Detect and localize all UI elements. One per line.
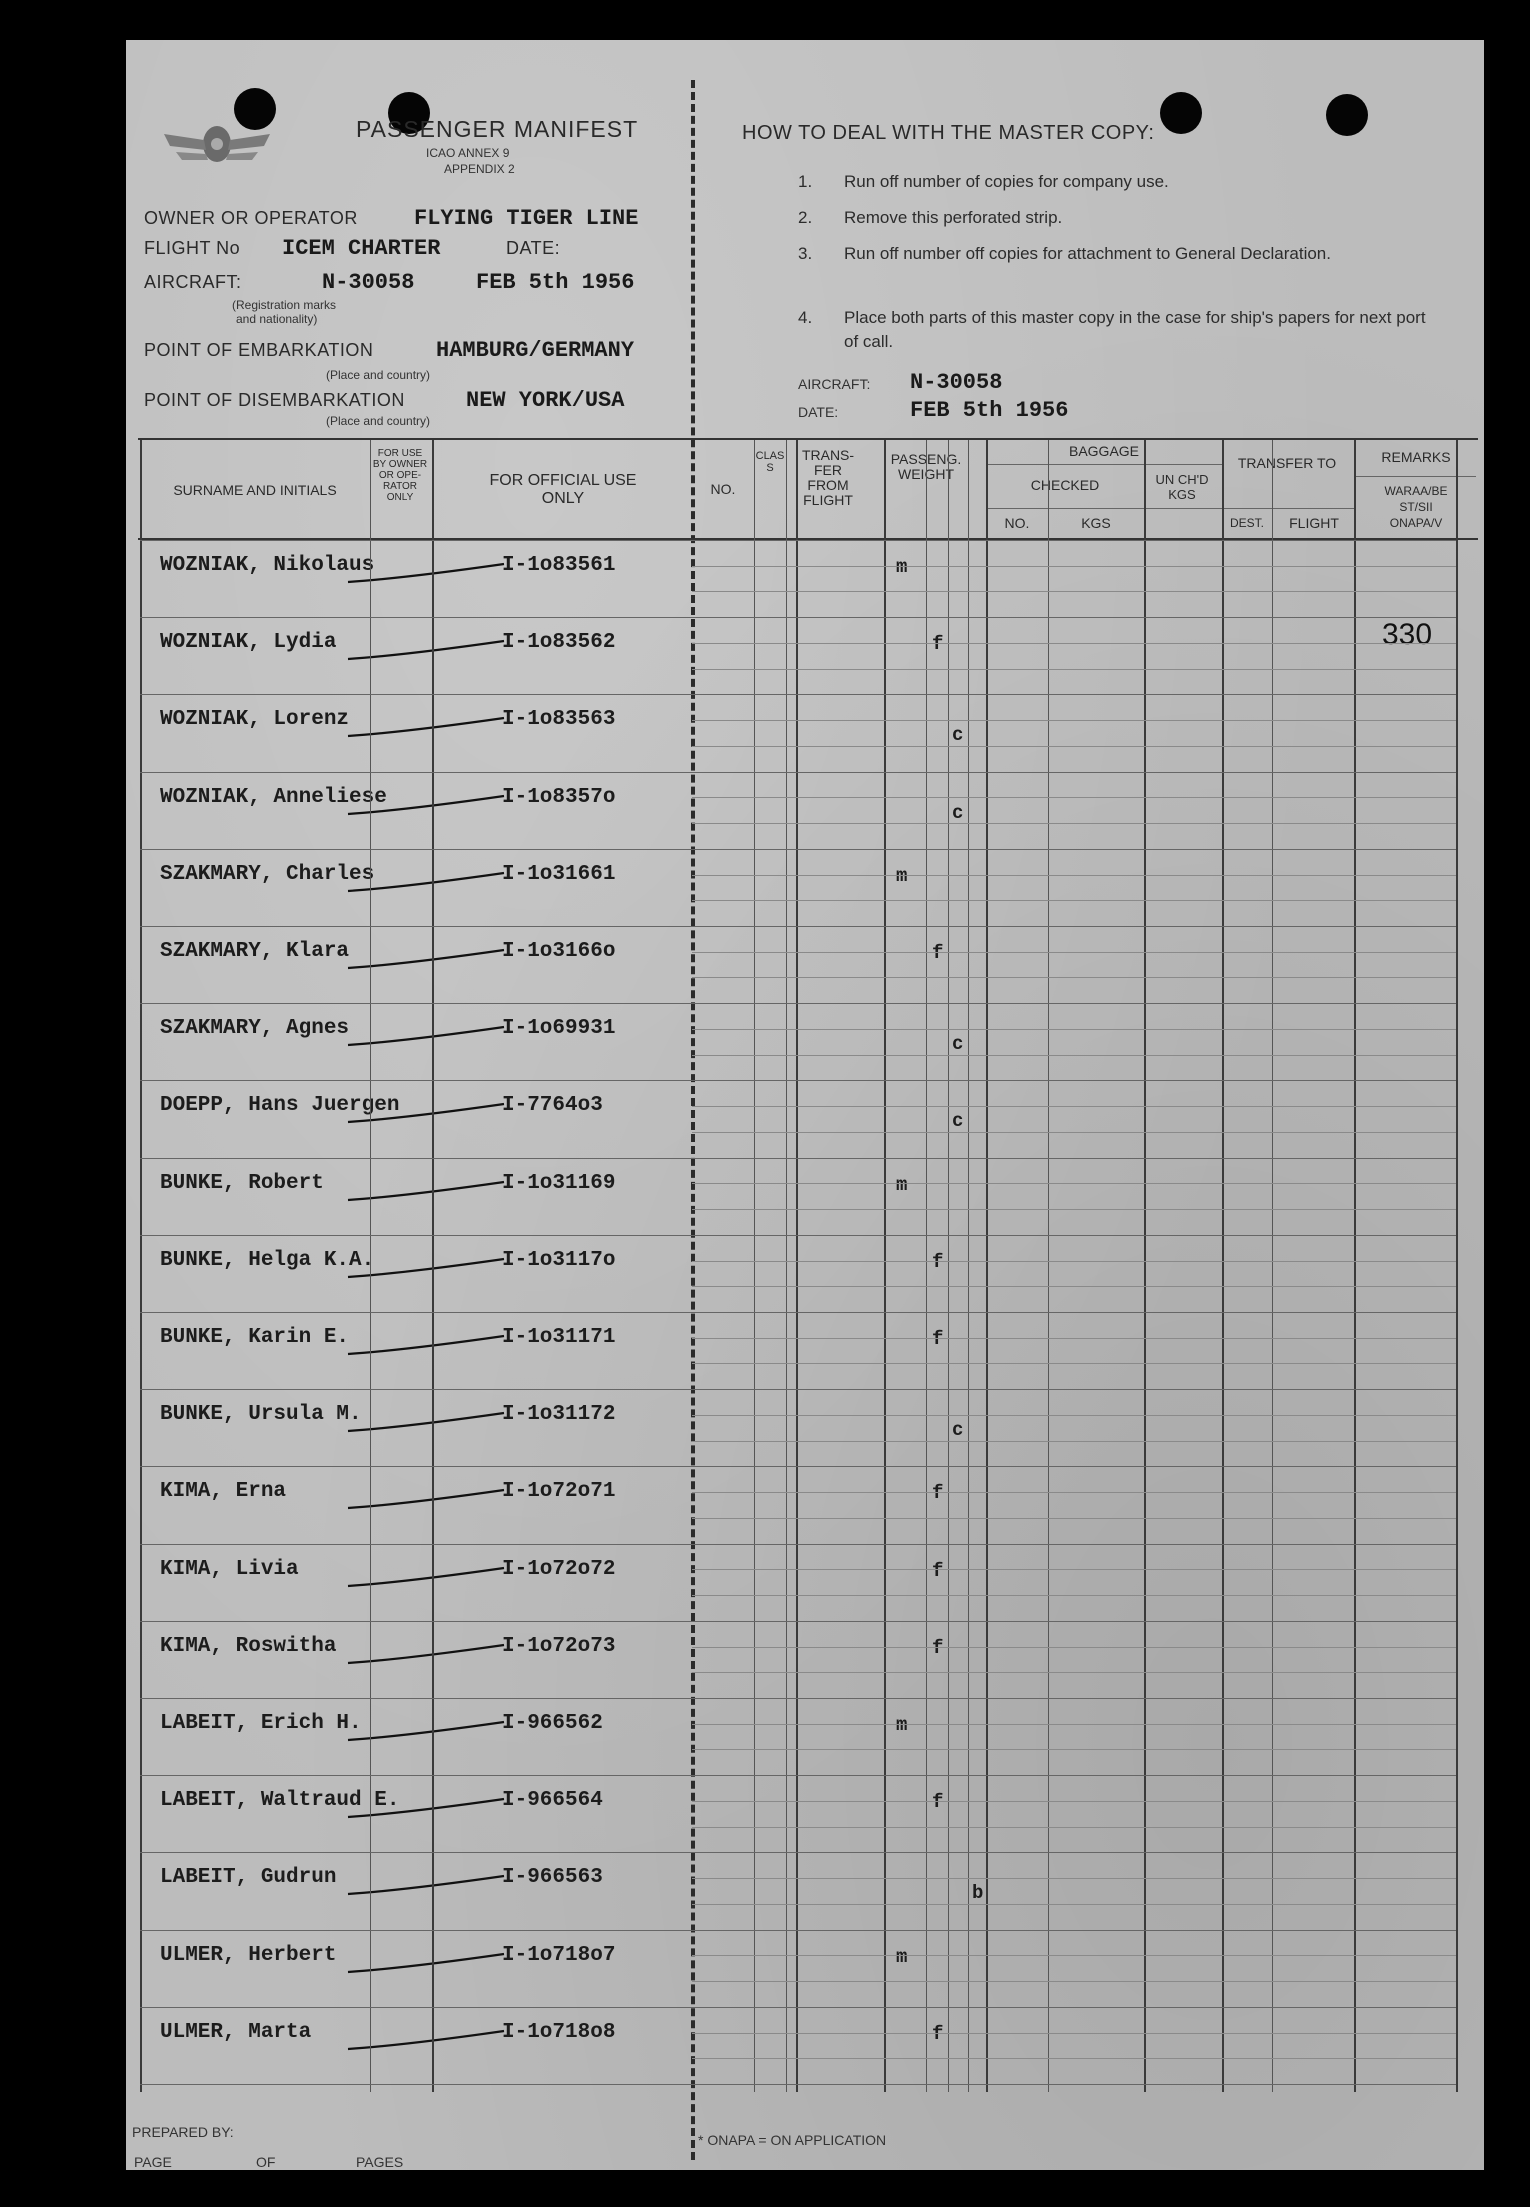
master-aircraft-value: N-30058 — [910, 370, 1003, 395]
passenger-sex-mark: b — [972, 1882, 984, 1905]
instruction-2 — [798, 206, 1444, 230]
row-subrule — [692, 1878, 1456, 1879]
col-remarks-sub: ONAPA/V — [1389, 516, 1443, 530]
col-remarks: REMARKS — [1381, 449, 1451, 465]
row-subrule — [692, 669, 1456, 670]
passenger-sex-mark: c — [952, 801, 964, 824]
row-subrule — [692, 1724, 1456, 1725]
of-label: OF — [256, 2154, 276, 2170]
passenger-sex-mark: m — [896, 864, 908, 887]
table-row — [126, 1852, 1484, 1929]
instruction-text: Remove this perforated strip. — [844, 208, 1063, 227]
master-date-label: DATE: — [798, 404, 839, 420]
master-date-value: FEB 5th 1956 — [910, 398, 1069, 423]
baggage-rule — [986, 464, 1222, 465]
row-subrule — [692, 1209, 1456, 1210]
passenger-sex-mark: f — [932, 1636, 944, 1659]
passenger-number: I-1o72o73 — [502, 1634, 616, 1658]
col-unchecked: UN CH'D KGS — [1155, 472, 1209, 502]
row-subrule — [692, 2058, 1456, 2059]
row-rule — [140, 1389, 1456, 1390]
row-rule — [140, 540, 1456, 541]
passenger-sex-mark: f — [932, 1250, 944, 1273]
row-subrule — [692, 720, 1456, 721]
passenger-name: LABEIT, Erich H. — [160, 1712, 362, 1735]
passenger-name: SZAKMARY, Charles — [160, 862, 375, 886]
passenger-sex-mark: c — [952, 724, 964, 747]
passenger-sex-mark: c — [952, 1033, 964, 1056]
column-rule — [968, 440, 969, 2092]
col-remarks-sub: ST/SII — [1399, 500, 1433, 514]
row-subrule — [692, 1904, 1456, 1905]
row-subrule — [692, 746, 1456, 747]
passenger-name: KIMA, Livia — [160, 1557, 299, 1581]
row-rule — [140, 1852, 1456, 1853]
passenger-name: WOZNIAK, Nikolaus — [160, 554, 375, 577]
row-subrule — [692, 1055, 1456, 1056]
row-rule — [140, 1775, 1456, 1776]
column-rule — [884, 440, 886, 2092]
remarks-rule — [1356, 476, 1476, 477]
row-rule — [140, 2084, 1456, 2085]
column-rule — [432, 440, 434, 2092]
col-class: CLASS — [755, 450, 785, 474]
row-subrule — [692, 875, 1456, 876]
passenger-name: BUNKE, Robert — [160, 1171, 324, 1195]
instruction-number: 4. — [798, 308, 813, 327]
col-dest: DEST. — [1229, 516, 1264, 530]
instruction-text: Run off number off copies for attachment to General Declaration. — [844, 244, 1331, 263]
row-subrule — [692, 1647, 1456, 1648]
row-rule — [140, 1235, 1456, 1236]
passenger-number: I-966562 — [502, 1712, 603, 1735]
row-subrule — [692, 952, 1456, 953]
column-rule — [1048, 440, 1049, 2092]
row-subrule — [692, 1106, 1456, 1107]
table-row — [126, 926, 1484, 1003]
table-row — [126, 1698, 1484, 1775]
passenger-name: BUNKE, Karin E. — [160, 1326, 350, 1349]
disembarkation-label: POINT OF DISEMBARKATION — [144, 390, 405, 410]
passenger-name: WOZNIAK, Anneliese — [160, 785, 387, 809]
instruction-3 — [798, 242, 1444, 266]
passenger-number: I-1o83562 — [502, 631, 616, 655]
column-rule — [948, 440, 949, 2092]
row-subrule — [692, 1286, 1456, 1287]
passenger-name: LABEIT, Waltraud E. — [160, 1789, 400, 1813]
passenger-number: I-1o31171 — [502, 1326, 616, 1349]
instruction-number: 1. — [798, 172, 813, 191]
passenger-sex-mark: f — [932, 2022, 944, 2045]
row-rule — [140, 1158, 1456, 1159]
passenger-number: I-1o8357o — [502, 785, 616, 809]
table-row — [126, 1544, 1484, 1621]
row-subrule — [692, 2033, 1456, 2034]
column-rule — [370, 440, 371, 2092]
flight-label: FLIGHT No — [144, 238, 241, 258]
passenger-sex-mark: f — [932, 1328, 944, 1350]
table-top-rule — [138, 438, 1478, 440]
col-remarks-sub: WARAA/BE — [1384, 484, 1448, 498]
annex-label: ICAO ANNEX 9 — [426, 146, 510, 160]
passenger-sex-mark: f — [932, 1482, 944, 1505]
embarkation-value: HAMBURG/GERMANY — [436, 338, 635, 363]
passenger-sex-mark: f — [932, 1791, 944, 1814]
row-rule — [140, 1080, 1456, 1081]
table-row — [126, 1003, 1484, 1080]
col-checked: CHECKED — [1030, 477, 1100, 493]
table-row — [126, 1080, 1484, 1157]
row-subrule — [692, 1955, 1456, 1956]
table-row — [126, 1930, 1484, 2007]
table-row — [126, 694, 1484, 771]
table-row — [126, 772, 1484, 849]
passenger-number: I-1o3117o — [502, 1248, 616, 1272]
passenger-sex-mark: m — [896, 1945, 908, 1968]
row-subrule — [692, 1518, 1456, 1519]
table-row — [126, 1466, 1484, 1543]
row-subrule — [692, 1183, 1456, 1184]
passenger-name: DOEPP, Hans Juergen — [160, 1094, 400, 1118]
date-value: FEB 5th 1956 — [476, 270, 635, 295]
passenger-name: WOZNIAK, Lydia — [160, 631, 337, 655]
row-subrule — [692, 1595, 1456, 1596]
row-subrule — [692, 1492, 1456, 1493]
passenger-number: I-1o83561 — [502, 554, 616, 577]
registration-note: (Registration marks — [232, 298, 337, 312]
row-subrule — [692, 1981, 1456, 1982]
col-bag-no: NO. — [1004, 515, 1030, 531]
passenger-number: I-1o3166o — [502, 940, 616, 963]
transfer-rule — [1222, 508, 1354, 509]
row-rule — [140, 1003, 1456, 1004]
row-rule — [140, 1466, 1456, 1467]
column-rule — [926, 440, 927, 2092]
passenger-number: I-1o83563 — [502, 708, 616, 732]
table-row — [126, 1389, 1484, 1466]
owner-label: OWNER OR OPERATOR — [144, 208, 358, 228]
row-rule — [140, 1698, 1456, 1699]
punch-hole — [1160, 92, 1202, 134]
row-subrule — [692, 1363, 1456, 1364]
row-subrule — [692, 566, 1456, 567]
owner-value: FLYING TIGER LINE — [414, 206, 639, 231]
row-rule — [140, 849, 1456, 850]
row-subrule — [692, 1441, 1456, 1442]
passenger-name: ULMER, Herbert — [160, 1943, 337, 1967]
passenger-name: KIMA, Erna — [160, 1480, 287, 1504]
passenger-name: SZAKMARY, Agnes — [160, 1017, 350, 1041]
col-bag-kgs: KGS — [1081, 515, 1111, 531]
table-row — [126, 1235, 1484, 1312]
passenger-number: I-1o31172 — [502, 1403, 616, 1427]
passenger-name: SZAKMARY, Klara — [160, 940, 350, 963]
passenger-name: ULMER, Marta — [160, 2020, 312, 2044]
col-owner-use: FOR USE BY OWNER OR OPE- RATOR ONLY — [372, 448, 428, 503]
passenger-sex-mark: m — [896, 1714, 908, 1736]
column-rule — [1272, 440, 1273, 2092]
row-rule — [140, 1544, 1456, 1545]
aircraft-label: AIRCRAFT: — [144, 272, 242, 292]
passenger-number: I-966563 — [502, 1866, 603, 1890]
row-subrule — [692, 977, 1456, 978]
column-rule — [140, 440, 142, 2092]
row-rule — [140, 1621, 1456, 1622]
table-row — [126, 2007, 1484, 2084]
row-subrule — [692, 797, 1456, 798]
passenger-number: I-1o72o72 — [502, 1557, 616, 1581]
passenger-name: BUNKE, Ursula M. — [160, 1403, 362, 1427]
embarkation-label: POINT OF EMBARKATION — [144, 340, 374, 360]
instruction-text: Place both parts of this master copy in the case for ship's papers for next port of call. — [844, 308, 1426, 351]
appendix-label: APPENDIX 2 — [444, 162, 515, 176]
column-rule — [1222, 440, 1224, 2092]
stamp-number: 330 — [1382, 618, 1433, 651]
passenger-sex-mark: m — [896, 556, 908, 578]
embarkation-note: (Place and country) — [326, 368, 431, 382]
table-row — [126, 1621, 1484, 1698]
col-transfer-from: TRANS- FER FROM FLIGHT — [801, 447, 855, 508]
passenger-sex-mark: c — [952, 1110, 964, 1133]
row-subrule — [692, 1338, 1456, 1339]
passenger-name: WOZNIAK, Lorenz — [160, 708, 350, 732]
passenger-number: I-1o718o8 — [502, 2020, 616, 2044]
row-subrule — [692, 1672, 1456, 1673]
passenger-number: I-7764o3 — [502, 1094, 603, 1118]
passenger-number: I-1o72o71 — [502, 1480, 616, 1504]
table-row — [126, 1312, 1484, 1389]
aircraft-value: N-30058 — [322, 270, 415, 295]
column-rule — [986, 440, 988, 2092]
column-rule — [754, 440, 755, 2092]
onapa-note: * ONAPA = ON APPLICATION — [698, 2132, 887, 2148]
eagle-logo-icon — [162, 116, 272, 174]
instruction-1 — [798, 170, 1444, 194]
passenger-sex-mark: f — [932, 633, 944, 656]
master-copy-title: HOW TO DEAL WITH THE MASTER COPY: — [742, 122, 1155, 144]
col-transfer-to: TRANSFER TO — [1237, 455, 1337, 471]
passenger-number: I-1o31661 — [502, 862, 616, 886]
row-rule — [140, 694, 1456, 695]
row-rule — [140, 617, 1456, 618]
row-rule — [140, 1930, 1456, 1931]
table-row — [126, 1158, 1484, 1235]
row-rule — [140, 926, 1456, 927]
passenger-name: BUNKE, Helga K.A. — [160, 1248, 375, 1272]
passenger-number: I-1o718o7 — [502, 1943, 616, 1967]
prepared-by-label: PREPARED BY: — [132, 2124, 234, 2140]
passenger-number: I-1o69931 — [502, 1017, 616, 1041]
row-subrule — [692, 900, 1456, 901]
instruction-number: 2. — [798, 208, 813, 227]
table-row — [126, 1775, 1484, 1852]
row-subrule — [692, 1827, 1456, 1828]
col-baggage: BAGGAGE — [1068, 443, 1140, 459]
table-row — [126, 849, 1484, 926]
instruction-4 — [798, 306, 1444, 354]
column-rule — [1144, 440, 1146, 2092]
column-rule — [786, 440, 787, 2092]
passenger-name: LABEIT, Gudrun — [160, 1866, 337, 1890]
column-rule — [1354, 440, 1356, 2092]
disembarkation-note: (Place and country) — [326, 414, 431, 428]
row-rule — [140, 2007, 1456, 2008]
row-subrule — [692, 1801, 1456, 1802]
page-label: PAGE — [134, 2154, 172, 2170]
manifest-sheet — [126, 40, 1484, 2170]
table-row — [126, 540, 1484, 617]
row-subrule — [692, 1029, 1456, 1030]
checked-rule — [986, 508, 1222, 509]
row-subrule — [692, 643, 1456, 644]
col-passenger-weight: PASSENG. WEIGHT — [890, 451, 962, 482]
passenger-sex-mark: f — [932, 942, 944, 964]
passenger-number: I-966564 — [502, 1789, 603, 1813]
passenger-sex-mark: c — [952, 1419, 964, 1442]
column-rule — [1456, 440, 1458, 2092]
col-official-use: FOR OFFICIAL USE ONLY — [489, 472, 637, 507]
manifest-title: PASSENGER MANIFEST — [356, 116, 639, 142]
table-row — [126, 617, 1484, 694]
col-surname: SURNAME AND INITIALS — [173, 482, 337, 498]
flight-value: ICEM CHARTER — [282, 236, 441, 261]
passenger-sex-mark: f — [932, 1559, 944, 1582]
row-rule — [140, 1312, 1456, 1313]
row-subrule — [692, 1749, 1456, 1750]
row-subrule — [692, 823, 1456, 824]
passenger-number: I-1o31169 — [502, 1171, 616, 1195]
row-subrule — [692, 1415, 1456, 1416]
col-flight: FLIGHT — [1289, 515, 1339, 531]
row-subrule — [692, 1569, 1456, 1570]
punch-hole — [1326, 94, 1368, 136]
passenger-name: KIMA, Roswitha — [160, 1634, 337, 1658]
master-aircraft-label: AIRCRAFT: — [798, 376, 871, 392]
row-subrule — [692, 591, 1456, 592]
row-rule — [140, 772, 1456, 773]
col-no: NO. — [710, 481, 736, 497]
row-subrule — [692, 1132, 1456, 1133]
instruction-text: Run off number of copies for company use. — [844, 172, 1169, 191]
passenger-sex-mark: m — [896, 1173, 908, 1196]
disembarkation-value: NEW YORK/USA — [466, 388, 625, 413]
date-label: DATE: — [506, 238, 561, 258]
row-subrule — [692, 1261, 1456, 1262]
pages-label: PAGES — [356, 2154, 404, 2170]
column-rule — [796, 440, 798, 2092]
instruction-number: 3. — [798, 244, 813, 263]
registration-note-2: and nationality) — [236, 312, 318, 326]
